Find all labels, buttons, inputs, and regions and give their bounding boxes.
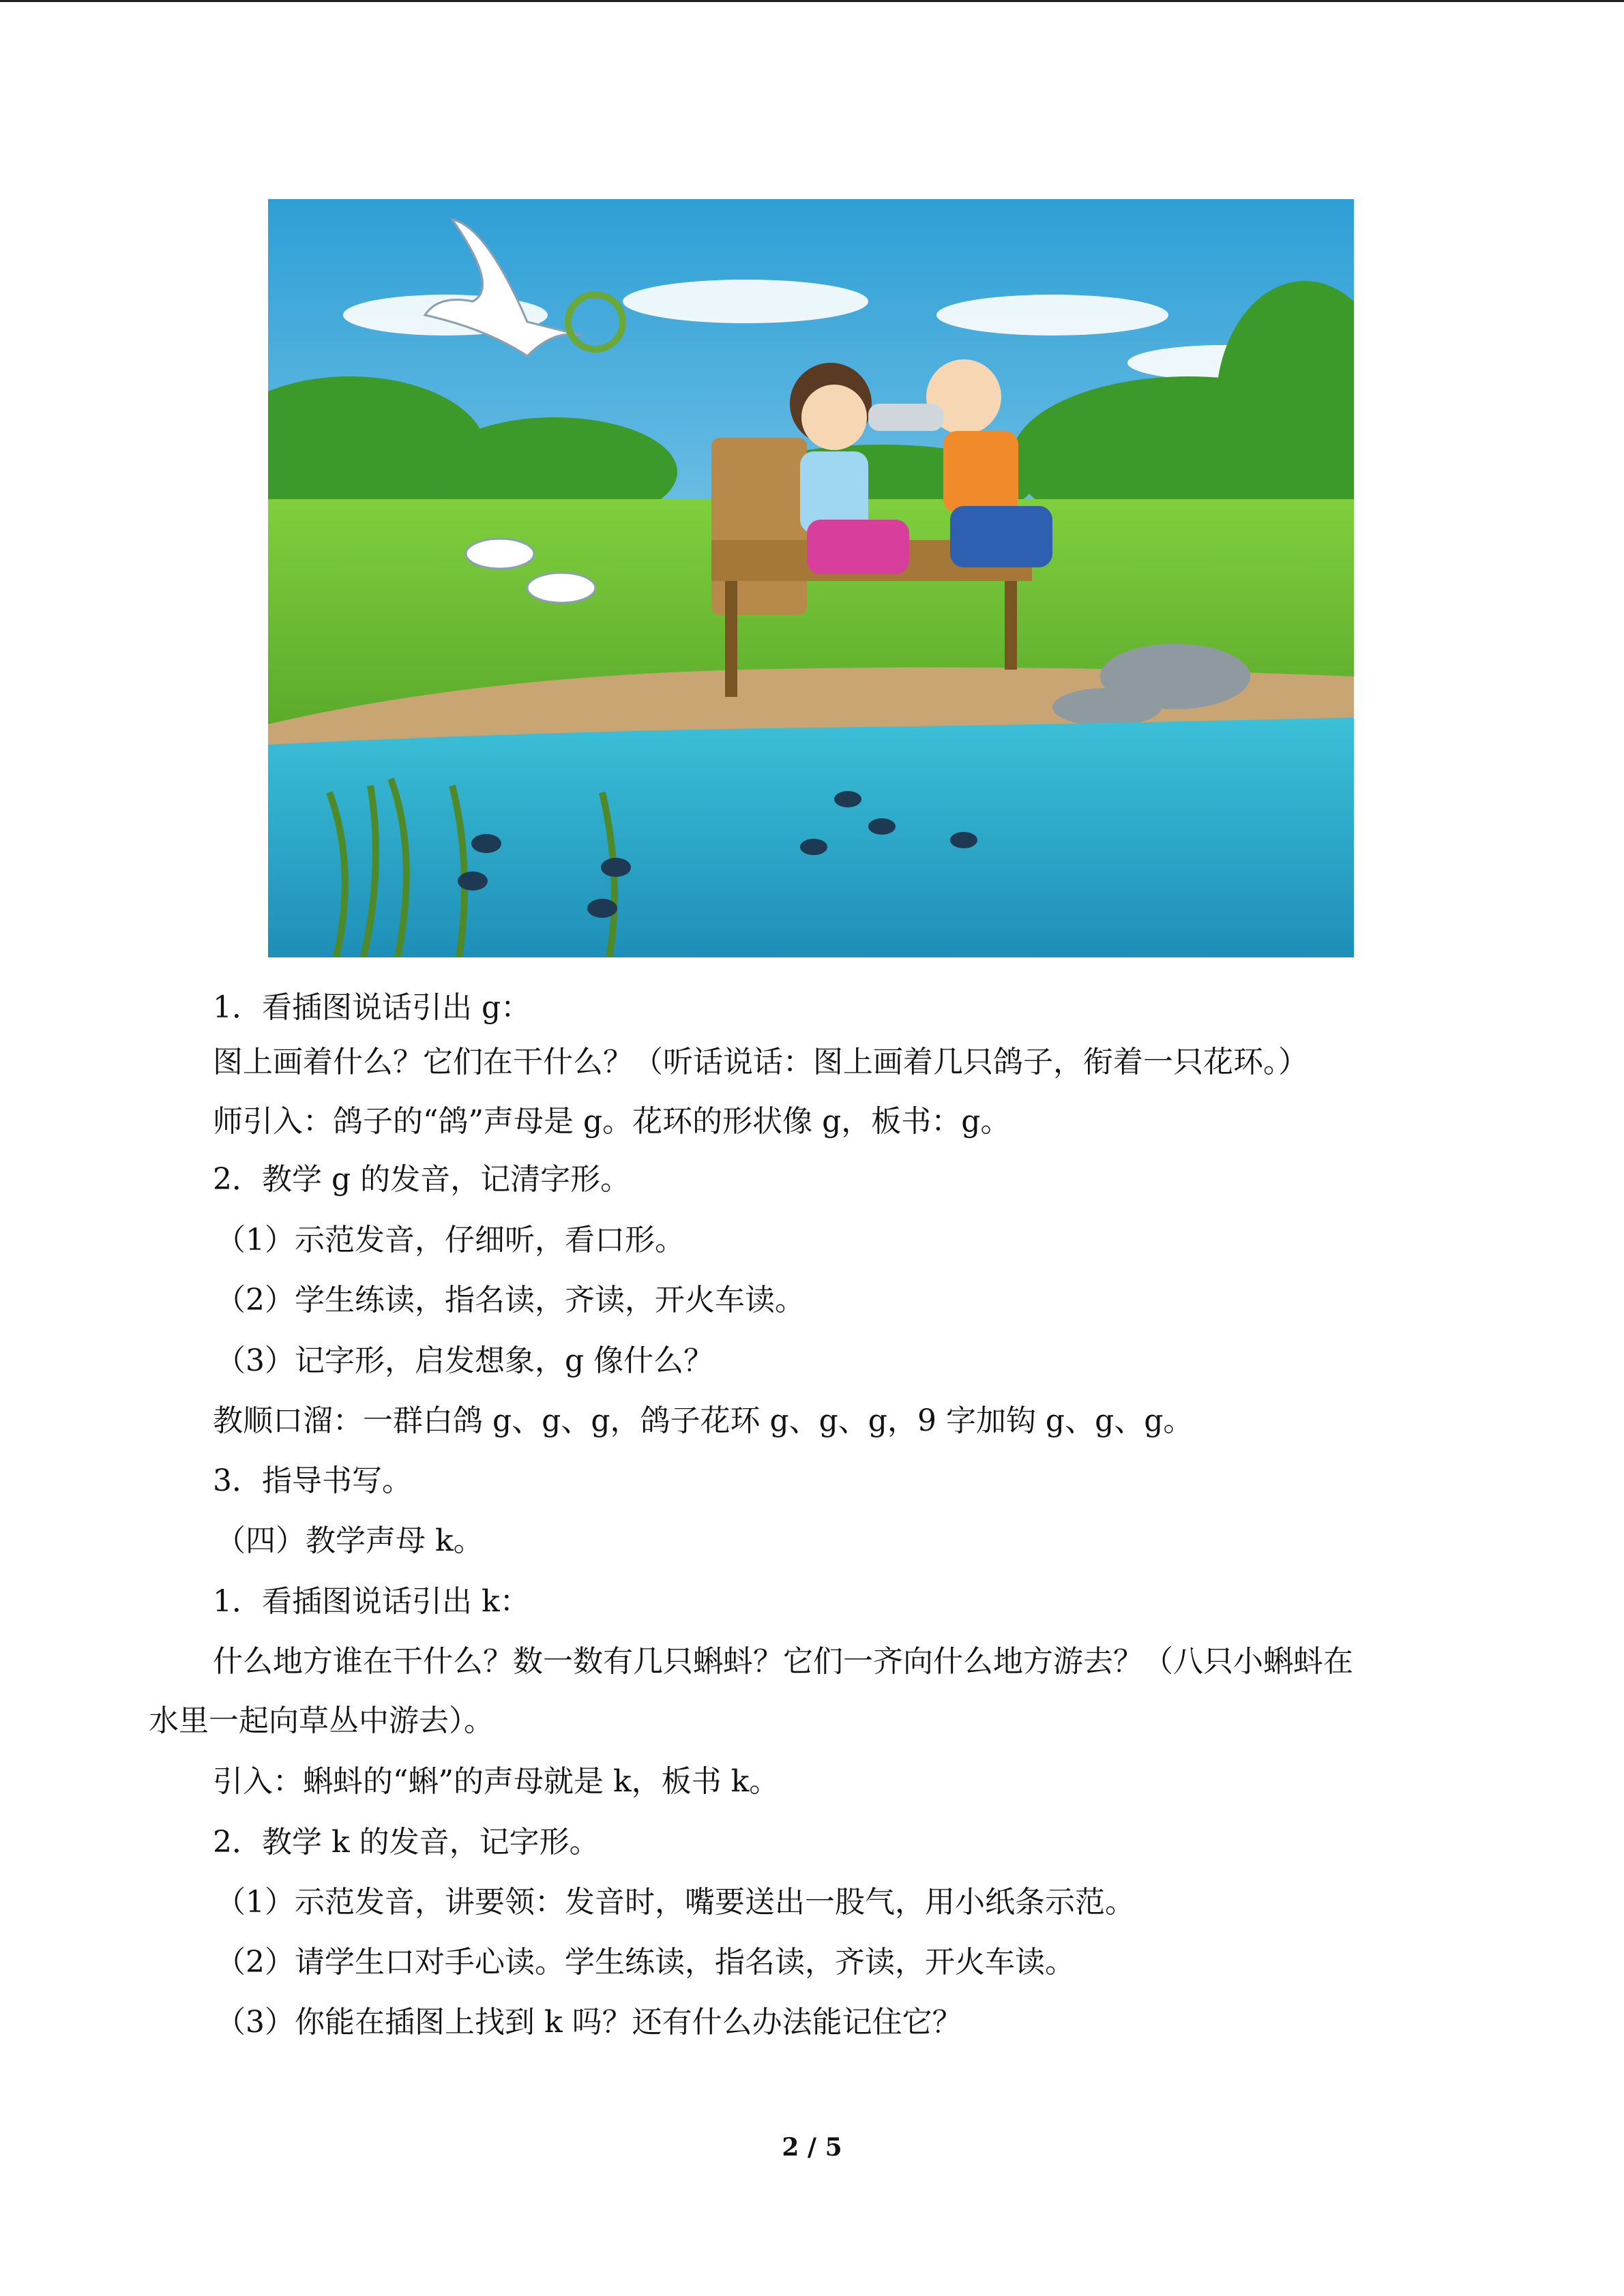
text-line-3: 师引入：鸽子的“鸽”声母是 g。花环的形状像 g，板书：g。 — [213, 1104, 1011, 1139]
text-line-13: 水里一起向草丛中游去）。 — [149, 1703, 494, 1738]
text-line-11: 1．看插图说话引出 k： — [213, 1584, 530, 1619]
text-line-7: （3）记字形，启发想象，g 像什么？ — [216, 1343, 714, 1378]
text-line-5: （1）示范发音，仔细听，看口形。 — [216, 1223, 685, 1257]
text-line-8: 教顺口溜：一群白鸽 g、g、g，鸽子花环 g、g、g，9 字加钩 g、g、g。 — [213, 1403, 1194, 1438]
text-line-16: （1）示范发音，讲要领：发音时，嘴要送出一股气，用小纸条示范。 — [216, 1885, 1135, 1920]
scene-svg — [268, 199, 1354, 957]
text-line-4: 2．教学 g 的发音，记清字形。 — [213, 1162, 631, 1197]
pond-water — [268, 717, 1354, 957]
text-line-17: （2）请学生口对手心读。学生练读，指名读，齐读，开火车读。 — [216, 1945, 1075, 1980]
text-line-15: 2．教学 k 的发音，记字形。 — [213, 1825, 600, 1860]
text-line-9: 3．指导书写。 — [213, 1463, 412, 1498]
text-line-18: （3）你能在插图上找到 k 吗？还有什么办法能记住它？ — [216, 2005, 962, 2040]
text-line-1: 1．看插图说话引出 g： — [213, 990, 531, 1025]
text-line-14: 引入：蝌蚪的“蝌”的声母就是 k，板书 k。 — [213, 1764, 780, 1799]
page-number: 2 / 5 — [782, 2133, 842, 2162]
text-line-12: 什么地方谁在干什么？数一数有几只蝌蚪？它们一齐向什么地方游去？（八只小蝌蚪在 — [213, 1644, 1353, 1679]
text-line-6: （2）学生练读，指名读，齐读，开火车读。 — [216, 1283, 805, 1317]
illustration-children-by-pond — [268, 199, 1354, 957]
text-line-10: （四）教学声母 k。 — [216, 1523, 484, 1558]
page-top-border — [0, 0, 1624, 2]
text-line-2: 图上画着什么？它们在干什么？（听话说话：图上画着几只鸽子，衔着一只花环。） — [213, 1045, 1308, 1079]
